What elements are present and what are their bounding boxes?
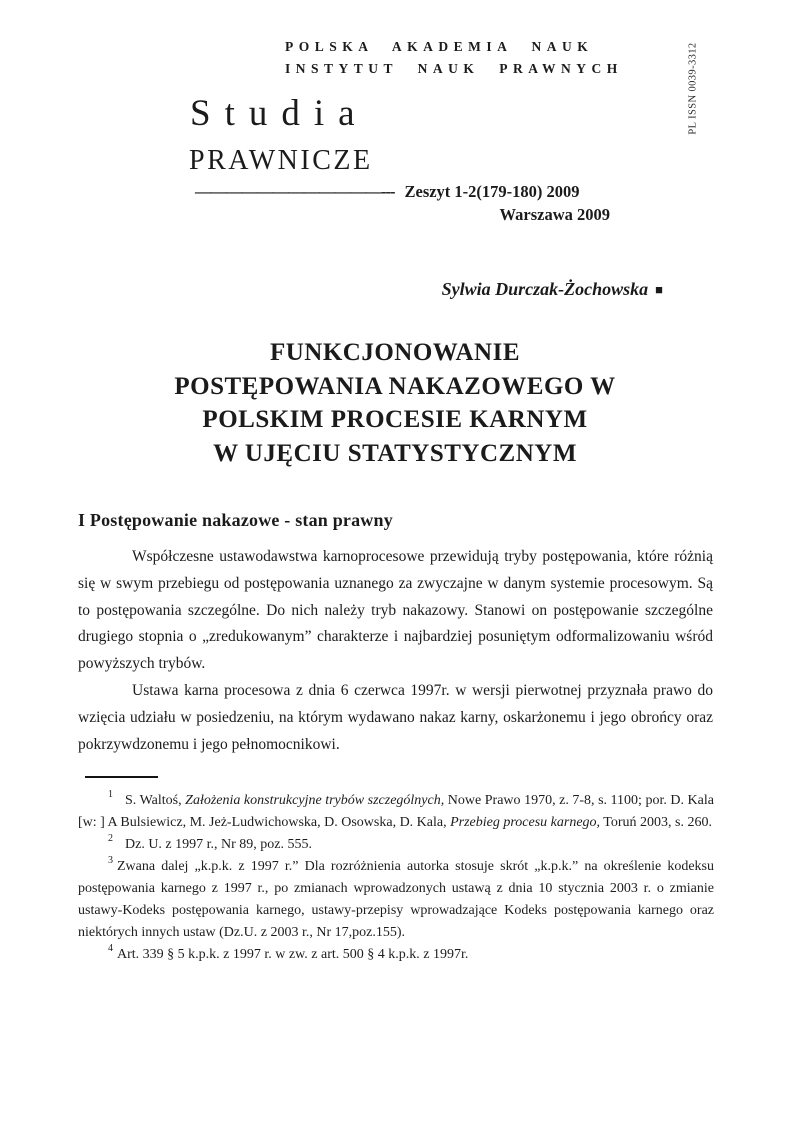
- footnote-1-text: Toruń 2003, s. 260.: [600, 815, 712, 830]
- footnote-1-italic-title: Założenia konstrukcyjne trybów szczególnych,: [185, 793, 445, 808]
- section-heading: I Postępowanie nakazowe - stan prawny: [78, 510, 393, 530]
- journal-title-prawnicze: PRAWNICZE: [189, 145, 373, 176]
- article-title-line: FUNKCJONOWANIE: [269, 339, 521, 366]
- author-name: Sylwia Durczak-Żochowska: [441, 279, 649, 299]
- article-title: [78, 336, 712, 470]
- body-text: [78, 544, 713, 758]
- footnote-1-text: S. Waltoś,: [125, 793, 186, 808]
- author-line: [442, 279, 663, 300]
- footnote-4-text: Art. 339 § 5 k.p.k. z 1997 r. w zw. z art. 500 § 4 k.p.k. z 1997r.: [117, 947, 469, 962]
- footnotes-block: [78, 790, 714, 966]
- article-title-line: POLSKIM PROCESIE KARNYM: [202, 406, 588, 433]
- footnote-divider-rule: [85, 776, 158, 778]
- footnote-1-text: Nowe Prawo 1970, z. 7-8, s. 1100; por. D. Kala [w: ] A Bulsiewicz, M. Jeż-Ludwichowska, D. Osowska, D. Kala,: [78, 793, 714, 830]
- author-square-marker: ■: [655, 282, 663, 297]
- journal-title-studia: Studia: [190, 93, 369, 134]
- footnote-1-italic-title: Przebieg procesu karnego,: [450, 815, 601, 830]
- footnote-3-text: Zwana dalej „k.p.k. z 1997 r.” Dla rozróżnienia autorka stosuje skrót „k.p.k.” na określenie kodeksu postępowania karnego z 1997 r., po zmianach wprowadzonych ustawą z dnia 10 stycznia 2003 r. o zmianie ustawy-Kodeks postępowania karnego, ustawy-przepisy wprowadzające Kodeks postępowania karnego oraz niektórych innych ustaw (Dz.U. z 2003 r., Nr 17,poz.155).: [78, 859, 714, 940]
- issn-vertical-label: PL ISSN 0039-3312: [687, 42, 699, 135]
- article-title-line: W UJĘCIU STATYSTYCZNYM: [213, 439, 577, 467]
- issue-line: [195, 182, 580, 202]
- city-year: Warszawa 2009: [499, 205, 610, 224]
- footnote-3-number: 3: [108, 855, 113, 867]
- footnote-2: [78, 834, 714, 856]
- article-title-line: POSTĘPOWANIA NAKAZOWEGO W: [174, 372, 616, 400]
- footnote-1-number: 1: [108, 789, 113, 801]
- footnote-4: [78, 944, 714, 966]
- issue-dash-rule: ————————————---: [195, 182, 395, 201]
- footnote-2-text: Dz. U. z 1997 r., Nr 89, poz. 555.: [125, 837, 313, 852]
- footnote-1: [78, 790, 714, 834]
- footnote-3: [78, 856, 714, 944]
- publisher-line-1: POLSKA AKADEMIA NAUK: [285, 39, 594, 54]
- footnote-2-number: 2: [108, 833, 113, 845]
- footnote-4-number: 4: [108, 943, 113, 955]
- paragraph-1: Współczesne ustawodawstwa karnoprocesowe przewidują tryby postępowania, które różnią się w swym przebiegu od postępowania uznanego za zwyczajne w danym systemie procesowym. Są to postępowania szczególne. Do nich należy tryb nakazowy. Stanowi on postępowanie szczególne drugiego stopnia o „zredukowanym” charakterze i najbardziej posuniętym odformalizowaniu wśród powyższych trybów.: [78, 548, 713, 673]
- publisher-block: [285, 36, 623, 80]
- publisher-line-2: INSTYTUT NAUK PRAWNYCH: [285, 61, 623, 76]
- paragraph-2: Ustawa karna procesowa z dnia 6 czerwca 1997r. w wersji pierwotnej przyznała prawo do wzięcia udziału w posiedzeniu, na którym wydawano nakaz karny, oskarżonemu i jego obrońcy oraz pokrzywdzonemu i jego pełnomocnikowi.: [78, 681, 713, 753]
- issue-number: Zeszyt 1-2(179-180) 2009: [404, 182, 580, 201]
